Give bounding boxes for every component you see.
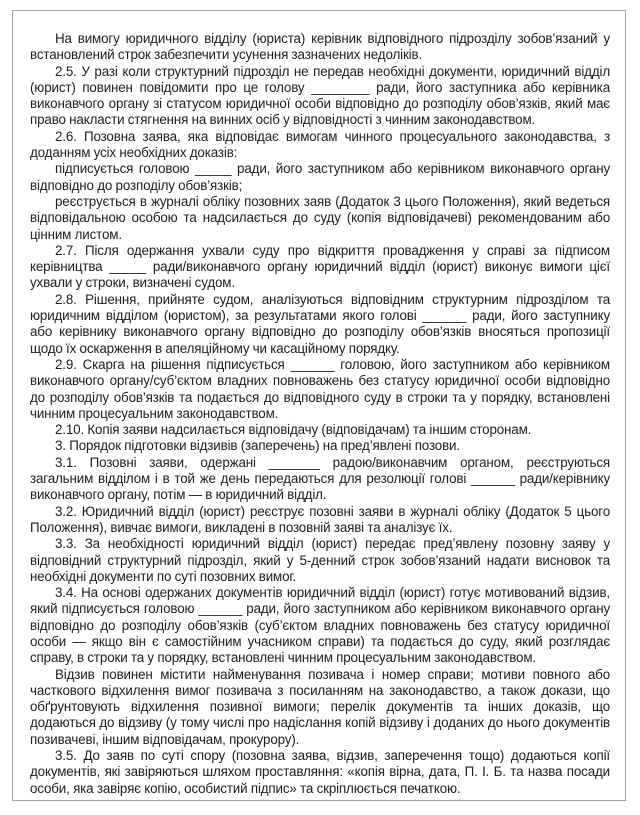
paragraph-3-4: 3.4. На основі одержаних документів юридичний відділ (юрист) готує мотивований відзив, який підписується головою ______ ради, його заступником або керівником виконавчого органу відповідно до розподілу обов’язків (суб’єктом владних повноважень без статусу юридичної особи — якщо він є самостійним учасником справи) та подається до суду, який розглядає справу, в строки та у порядку, встановлені чинним процесуальним законодавством. [30,585,610,666]
paragraph-3-3: 3.3. За необхідності юридичний відділ (юрист) передає пред’явлену позовну заяву у відповідний структурний підрозділ, який у 5-денний строк зобов’язаний надати висновок та необхідні документи по суті позовних вимог. [30,536,610,584]
paragraph-2-6-item-registration: реєструється в журналі обліку позовних заяв (Додаток 3 цього Положення), який ведеться відповідальною особою та надсилається до суду (копія відповідачеві) рекомендованим або цінним листом. [30,193,610,242]
paragraph-2-9: 2.9. Скарга на рішення підписується ______ головою, його заступником або керівником виконавчого органу/суб’єктом владних повноважень без статусу юридичної особи відповідно до розподілу обов’язків та подається до відповідного суду в строки та у порядку, встановлені чинним процесуальним законодавством. [30,356,610,421]
document-body-text [30,31,610,797]
paragraph-2-10: 2.10. Копія заяви надсилається відповідачу (відповідачам) та іншим сторонам. [55,422,532,438]
paragraph-3-2: 3.2. Юридичний відділ (юрист) реєструє позовні заяви в журналі обліку (Додаток 5 цього Положення), вивчає вимоги, викладені в позовній заяві та аналізує їх. [30,503,610,535]
paragraph-intro-requirement: На вимогу юридичного відділу (юриста) керівник відповідного підрозділу зобов’язаний у встановлений строк забезпечити усунення зазначених недоліків. [30,31,610,63]
section-3-heading: 3. Порядок підготовки відзивів (заперечень) на пред’явлені позови. [55,438,460,454]
paragraph-2-7: 2.7. Після одержання ухвали суду про відкриття провадження у справі за підписом керівництва _____ ради/виконавчого органу юридичний відділ (юрист) виконує вимоги цієї ухвали у строки, визначені судом. [30,242,610,291]
paragraph-2-6-item-signature: підписується головою _____ ради, його заступником або керівником виконавчого органу відповідно до розподілу обов’язків; [30,161,610,193]
document-page [12,10,626,801]
paragraph-2-6: 2.6. Позовна заява, яка відповідає вимогам чинного процесуального законодавства, з доданням усіх необхідних доказів: [30,128,610,161]
paragraph-3-4-response-content: Відзив повинен містити найменування позивача і номер справи; мотиви повного або часткового відхилення вимог позивача з посиланням на законодавство, а також докази, що обґрунтовують відхилення позивної вимоги; перелік документів та інших доказів, що додаються до відзиву (у тому числі про надіслання копій відзиву і доданих до нього документів позивачеві, іншим відповідачам, прокурору). [30,666,610,747]
paragraph-2-8: 2.8. Рішення, прийняте судом, аналізуються відповідним структурним підрозділом та юридичним відділом (юристом), за результатами якого голові ______ ради, його заступнику або керівнику виконавчого органу відповідно до розподілу обов’язків вносяться пропозиції щодо їх оскарження в апеляційному чи касаційному порядку. [30,291,610,356]
paragraph-2-5: 2.5. У разі коли структурний підрозділ не передав необхідні документи, юридичний відділ (юрист) повинен повідомити про це голову ________ ради, його заступника або керівника виконавчого органу зі статусом юридичної особи відповідно до розподілу обов’язків, який має право накласти стягнення на винних осіб у відповідності з чинним законодавством. [30,63,610,128]
paragraph-3-1: 3.1. Позовні заяви, одержані _______ радою/виконавчим органом, реєструються загальним відділом і в той же день передаються для резолюції голові ______ ради/керівнику виконавчого органу, потім — в юридичний відділ. [30,454,610,503]
paragraph-3-5: 3.5. До заяв по суті спору (позовна заява, відзив, заперечення тощо) додаються копії документів, які завіряються шляхом проставляння: «копія вірна, дата, П. І. Б. та назва посади особи, яка завіряє копію, особистий підпис» та скріплюється печаткою. [30,748,610,796]
